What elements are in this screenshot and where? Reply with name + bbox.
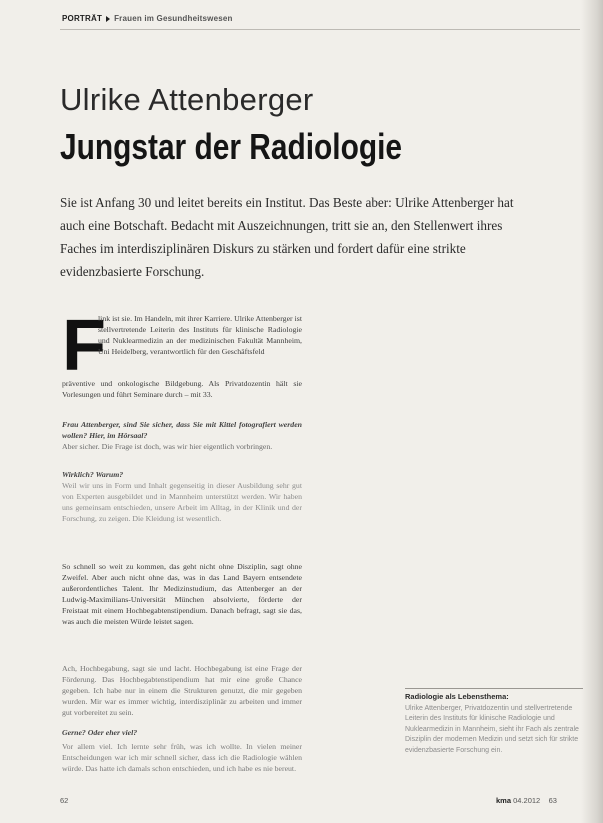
page-number-left: 62 [60, 796, 69, 805]
section-header [62, 14, 522, 23]
article-kicker-name: Ulrike Attenberger [60, 82, 314, 117]
interview-answer-3: Vor allem viel. Ich lernte sehr früh, was ich wollte. In vielen meiner Entscheidungen war ich mir schnell sicher, dass ich die Radiologie wählen würde. Das hatte ich damals schon entschieden, und ich habe es nie bereut. [62, 742, 302, 773]
interview-question-3: Gerne? Oder eher viel? [62, 728, 138, 737]
photo-caption-box [405, 688, 585, 756]
body-paragraph-2: So schnell so weit zu kommen, das geht nicht ohne Disziplin, sagt ohne Zweifel. Aber auch nicht ohne das, was in das Land Bayern entsendete außerordentliches Talent. Ihr Medizinstudium, das Attenberger an der Ludwig-Maximilians-Universität München absolvierte, förderte der Freistaat mit einem Hochbegabtenstipendium. Danach befragt, sagt sie das, was auch die meisten Würde leistet sagen. [62, 562, 302, 626]
footer-issue-info [496, 796, 557, 805]
interview-answer-1: Aber sicher. Die Frage ist doch, was wir hier eigentlich vorbringen. [62, 442, 273, 451]
subsection-label: Frauen im Gesundheitswesen [114, 14, 233, 23]
lead-paragraph: Sie ist Anfang 30 und leitet bereits ein Institut. Das Beste aber: Ulrike Attenberger hat auch eine Botschaft. Bedacht mit Auszeichnungen, tritt sie an, den Stellenwert ihres Faches im interdisziplinären Diskurs zu stärken und fordert dafür eine strikte evidenzbasierte Forschung. [60, 195, 514, 279]
caption-text: Ulrike Attenberger, Privatdozentin und stellvertretende Leiterin des Instituts für klinische Radiologie und Nuklearmedizin in Mannheim, sieht ihr Fach als zentrale Disziplin der modernen Medizin und setzt sich für strikte evidenzbasierte Forschung ein. [405, 705, 579, 754]
header-divider [60, 29, 580, 30]
issue-number: 04.2012 [513, 796, 541, 805]
interview-answer-2: Weil wir uns in Form und Inhalt gegenseitig in dieser Ausbildung sehr gut von Experten ausgebildet und in Mannheim unterstützt werden. Wir haben uns gemeinsam entschieden, unsere Arbeit im Alltag, in der Klinik und der Forschung, zu zeigen. Die Kleidung ist wesentlich. [62, 481, 302, 523]
body-paragraph-1-continued: präventive und onkologische Bildgebung. Als Privatdozentin hält sie Vorlesungen und führt Seminare durch – mit 33. [62, 379, 302, 399]
triangle-right-icon [106, 16, 110, 22]
magazine-name: kma [496, 796, 512, 805]
article-headline: Jungstar der Radiologie [60, 126, 403, 167]
body-paragraph-3: Ach, Hochbegabung, sagt sie und lacht. Hochbegabung ist eine Frage der Förderung. Das Hochbegabtenstipendium hat mir eine große Chance gegeben. Ich habe nur in einem die Strukturen genutzt, die mir gegeben wurden. Mir war es immer wichtig, interdisziplinär zu arbeiten und immer gut vorbereitet zu sein. [62, 664, 302, 717]
caption-divider [405, 688, 583, 689]
section-label: PORTRÄT [62, 14, 103, 23]
page-number-right: 63 [548, 796, 557, 805]
interview-question-2: Wirklich? Warum? [62, 470, 124, 479]
drop-cap: F [62, 306, 106, 386]
interview-question-1: Frau Attenberger, sind Sie sicher, dass Sie mit Kittel fotografiert werden wollen? Hier, im Hörsaal? [62, 420, 302, 440]
caption-title: Radiologie als Lebensthema: [405, 692, 509, 701]
body-paragraph-1: link ist sie. Im Handeln, mit ihrer Karriere. Ulrike Attenberger ist stellvertretende Leiterin des Instituts für klinische Radiologie und Nuklearmedizin an der medizinischen Fakultät Mannheim, Uni Heidelberg, verantwortlich für den Geschäftsfeld [98, 314, 302, 356]
